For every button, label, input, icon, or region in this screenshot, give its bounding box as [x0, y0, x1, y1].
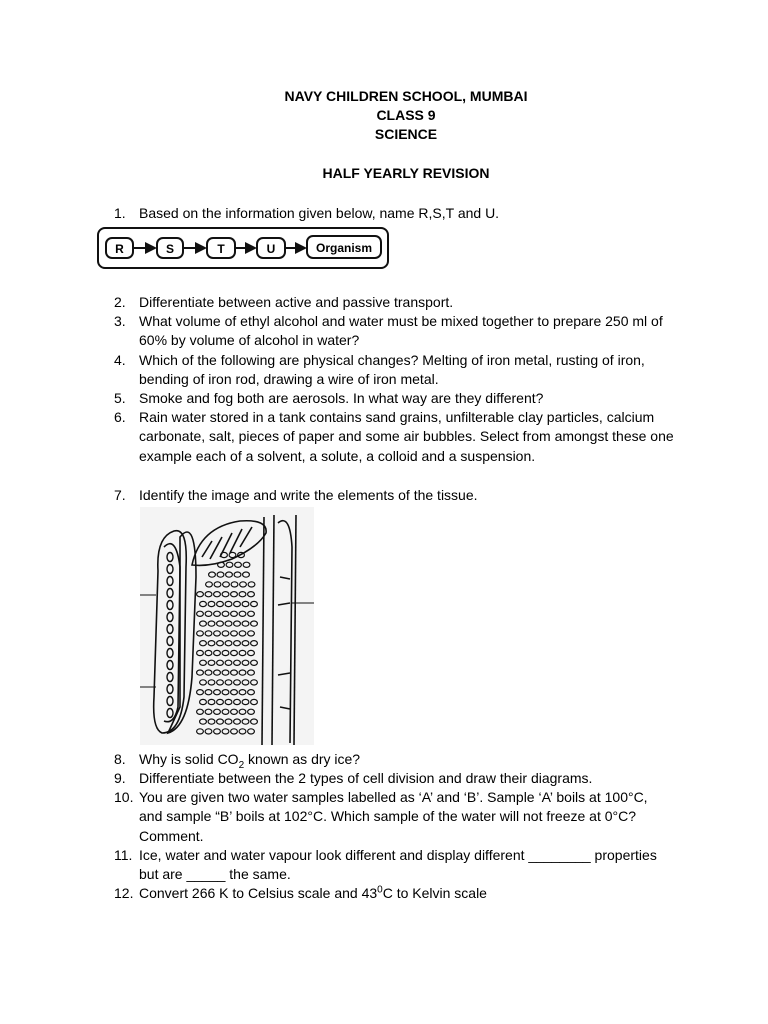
question-text: You are given two water samples labelled as ‘A’ and ‘B’. Sample ‘A’ boils at 100°C, and sample “B’ boils at 102°C. Which sample of the water will not freeze at 0°C? Comment.: [139, 789, 648, 844]
question-8: [114, 750, 674, 769]
question-text: Rain water stored in a tank contains sand grains, unfilterable clay particles, calcium carbonate, salt, pieces of paper and some air bubbles. Select from amongst these one example each of a solvent, a solute, a colloid and a suspension.: [139, 409, 674, 464]
question-text: Differentiate between the 2 types of cell division and draw their diagrams.: [139, 770, 593, 786]
question-number: 2.: [114, 294, 126, 310]
document-title: HALF YEARLY REVISION: [322, 165, 490, 181]
question-7: [114, 486, 674, 505]
question-number: 12.: [114, 885, 134, 901]
question-12: [114, 884, 674, 903]
question-1: [114, 204, 674, 223]
question-number: 7.: [114, 487, 126, 503]
question-number: 11.: [114, 847, 133, 863]
flow-label-r: R: [115, 242, 124, 256]
question-3: [114, 312, 674, 351]
question-number: 9.: [114, 770, 126, 786]
question-number: 1.: [114, 205, 126, 221]
question-text: Differentiate between active and passive transport.: [139, 294, 454, 310]
question-text: Why is solid $CO_2$ known as dry ice?: [139, 751, 361, 771]
flow-label-u: U: [266, 242, 276, 256]
question-number: 10.: [114, 789, 134, 805]
question-11: [114, 846, 674, 885]
question-number: 3.: [114, 313, 126, 329]
question-6: [114, 408, 674, 466]
flow-label-t: T: [217, 242, 225, 256]
question-text: What volume of ethyl alcohol and water must be mixed together to prepare 250 ml of 60% by volume of alcohol in water?: [139, 313, 663, 349]
flow-diagram: [97, 227, 389, 269]
question-number: 5.: [114, 390, 126, 406]
tissue-diagram: [140, 507, 314, 745]
question-9: [114, 769, 674, 788]
question-text: Smoke and fog both are aerosols. In what way are they different?: [139, 390, 544, 406]
question-4: [114, 351, 674, 390]
question-5: [114, 389, 674, 408]
question-text: Ice, water and water vapour look different and display different ________ properties but are _____ the same.: [139, 847, 657, 883]
question-number: 4.: [114, 352, 126, 368]
question-number: 8.: [114, 751, 126, 767]
flow-label-s: S: [165, 242, 175, 256]
question-number: 6.: [114, 409, 126, 425]
flow-label-organism: Organism: [315, 241, 373, 255]
question-2: [114, 293, 674, 312]
question-text: Identify the image and write the elements of the tissue.: [139, 487, 478, 503]
question-text: Based on the information given below, name R,S,T and U.: [139, 205, 500, 221]
question-10: [114, 788, 674, 846]
subject-label: SCIENCE: [374, 126, 438, 142]
class-label: CLASS 9: [376, 107, 436, 123]
question-text: Convert 266 K to Celsius scale and $43^0C$ to Kelvin scale: [139, 884, 487, 901]
school-name: NAVY CHILDREN SCHOOL, MUMBAI: [284, 88, 528, 104]
question-text: Which of the following are physical changes? Melting of iron metal, rusting of iron, bending of iron rod, drawing a wire of iron metal.: [139, 352, 645, 388]
